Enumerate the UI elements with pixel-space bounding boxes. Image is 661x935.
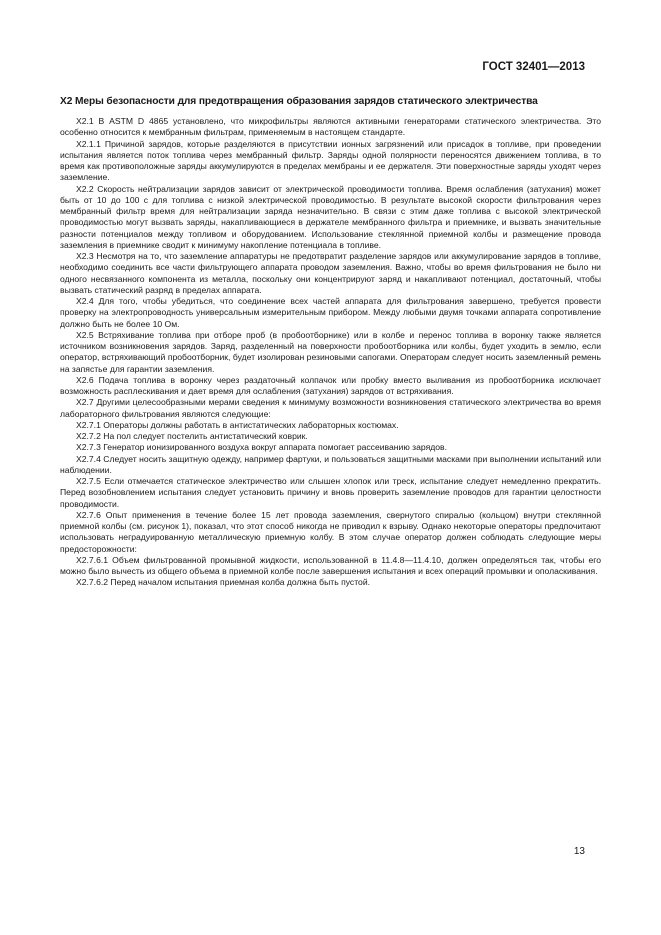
paragraph-x2-1-1: X2.1.1 Причиной зарядов, которые разделяются в присутствии ионных загрязнений или присадок в топливе, при проведении испытания является поток топлива через мембранный фильтр. Заряды одной полярности переносятся движением топлива, в то время как противоположные заряды аккумулируются в пределах мембраны и ее держателя. Эти поверхностные заряды уходят через заземление. <box>60 138 601 183</box>
paragraph-x2-5: X2.5 Встряхивание топлива при отборе проб (в пробоотборнике) или в колбе и перенос топлива в воронку также является источником возникновения зарядов. Заряд, разделенный на поверхности пробоотборника или колбы, будет уходить в землю, если оператор, встряхивающий пробоотборник, будет изолирован резиновыми сапогами. Операторам следует носить заземленный ремень на запястье для гарантии заземления. <box>60 329 601 374</box>
paragraph-x2-7-4: X2.7.4 Следует носить защитную одежду, например фартуки, и пользоваться защитными масками при выполнении испытаний или наблюдении. <box>60 453 601 475</box>
paragraph-x2-7-3: X2.7.3 Генератор ионизированного воздуха вокруг аппарата помогает рассеиванию зарядов. <box>76 442 447 453</box>
paragraph-x2-7-6-1: X2.7.6.1 Объем фильтрованной промывной жидкости, использованной в 11.4.8—11.4.10, должен определяться так, чтобы его можно было вычесть из общего объема в приемной колбе после завершения испытания и всех операций промывки и ополаскивания. <box>60 554 601 576</box>
paragraph-x2-7: X2.7 Другими целесообразными мерами сведения к минимуму возможности возникновения статического электричества во время лабораторного фильтрования являются следующие: <box>60 397 601 419</box>
paragraph-x2-7-5: X2.7.5 Если отмечается статическое электричество или слышен хлопок или треск, испытание следует немедленно прекратить. Перед возобновлением испытания следует установить причину и вновь проверить заземление проводов для гарантии целостности проводимости. <box>60 476 601 509</box>
standard-code-header: ГОСТ 32401—2013 <box>482 61 585 73</box>
paragraph-x2-6: X2.6 Подача топлива в воронку через раздаточный колпачок или пробку вместо выливания из пробоотборника исключает возможность расплескивания и дает время для ослабления (затухания) зарядов от встряхивания. <box>60 374 601 396</box>
paragraph-x2-7-2: X2.7.2 На пол следует постелить антистатический коврик. <box>76 431 308 441</box>
paragraph-x2-7-1: X2.7.1 Операторы должны работать в антистатических лабораторных костюмах. <box>76 419 399 430</box>
paragraph-x2-3: X2.3 Несмотря на то, что заземление аппаратуры не предотвратит разделение зарядов или аккумулирование зарядов в топливе, необходимо соединить все части фильтрующего аппарата проводом заземления. Важно, чтобы во время фильтрования не было ни одного несвязанного компонента из металла, поскольку они концентрируют заряд и накапливают потенциал, достаточный, чтобы вызвать статический разряд в пределах аппарата. <box>60 251 601 295</box>
paragraph-x2-7-6-2: X2.7.6.2 Перед началом испытания приемная колба должна быть пустой. <box>76 577 371 588</box>
document-body <box>60 116 601 589</box>
section-title: X2 Меры безопасности для предотвращения образования зарядов статического электричества <box>60 96 538 107</box>
paragraph-x2-7-6: X2.7.6 Опыт применения в течение более 15 лет провода заземления, свернутого спиралью (кольцом) внутри стеклянной приемной колбы (см. рисунок 1), показал, что этот способ никогда не приводил к взрыву. Однако некоторые операторы предпочитают использовать неградуированную металлическую приемную колбу. В этом случае оператор должен соблюдать следующие меры предосторожности: <box>60 509 601 554</box>
paragraph-x2-1: X2.1 В ASTM D 4865 установлено, что микрофильтры являются активными генераторами статического электричества. Это особенно относится к мембранным фильтрам, применяемым в настоящем стандарте. <box>60 116 601 138</box>
page-number: 13 <box>573 846 585 857</box>
paragraph-x2-2: X2.2 Скорость нейтрализации зарядов зависит от электрической проводимости топлива. Время ослабления (затухания) может быть от 10 до 100 с для топлива с низкой электрической проводимостью. В результате высокой скорости фильтрования через мембранный фильтр время для нейтрализации заряда незначительно. В связи с этим даже топлива с высокой электрической проводимостью могут вызвать заряды, накапливающиеся в держателе мембранного фильтра и приемнике, и вызвать значительные разности потенциалов между топливом и оборудованием. Использование стеклянной приемной колбы и размещение провода заземления в приемнике сводит к минимуму накопление потенциала в топливе. <box>60 183 601 250</box>
paragraph-x2-4: X2.4 Для того, чтобы убедиться, что соединение всех частей аппарата для фильтрования завершено, требуется провести проверку на электропроводность универсальным измерительным прибором. Между любыми двумя точками аппарата сопротивление должно быть не более 10 Ом. <box>60 296 601 329</box>
